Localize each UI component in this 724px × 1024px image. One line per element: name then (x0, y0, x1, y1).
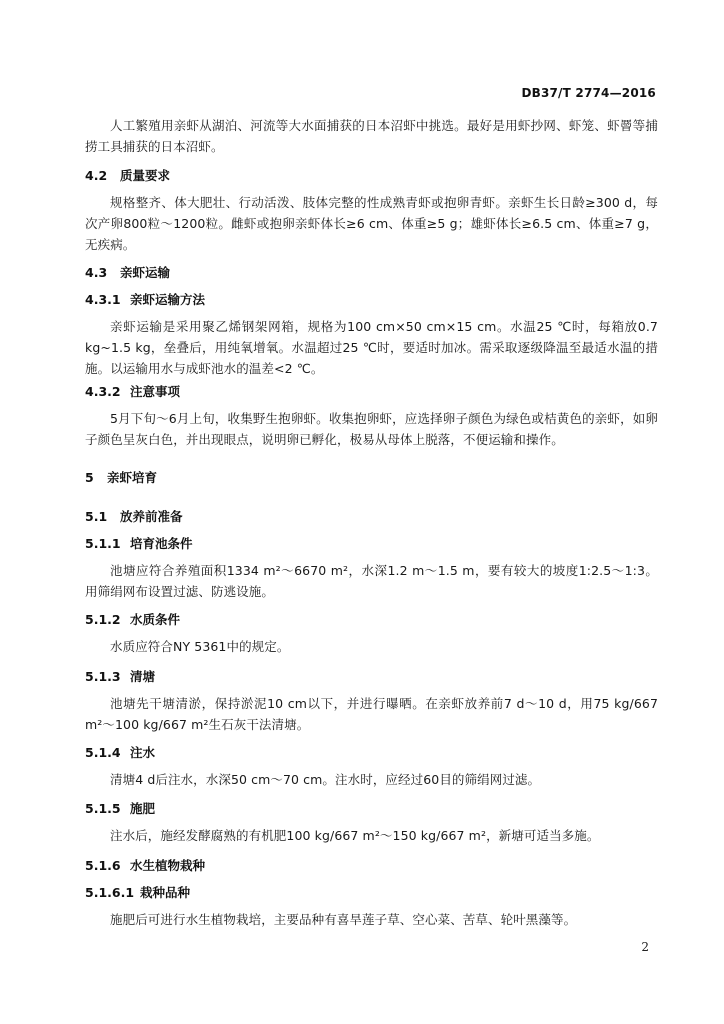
section-number: 4.2 (85, 168, 108, 183)
section-4-2-body (85, 192, 658, 255)
section-5-1-5-heading (85, 800, 658, 818)
section-title: 质量要求 (120, 168, 171, 183)
section-title: 亲虾运输方法 (130, 292, 206, 307)
section-title: 亲虾培育 (107, 470, 158, 485)
paragraph-text: 5月下旬～6月上旬，收集野生抱卵虾。收集抱卵虾，应选择卵子颜色为绿色或桔黄色的亲虾，如卵子颜色呈灰白色，并出现眼点，说明卵已孵化，极易从母体上脱落，不便运输和操作。 (85, 411, 658, 447)
section-title: 培育池条件 (130, 536, 193, 551)
section-5-1-3-heading (85, 668, 658, 686)
section-5-1-1-body (85, 560, 658, 602)
section-5-1-2-heading (85, 611, 658, 629)
section-number: 4.3.1 (85, 292, 121, 307)
section-4-3-1-body (85, 316, 658, 379)
section-5-heading (85, 469, 658, 487)
section-5-1-1-heading (85, 535, 658, 553)
intro-paragraph (85, 115, 658, 157)
section-number: 5.1.6.1 (85, 885, 135, 900)
paragraph-text: 注水后，施经发酵腐熟的有机肥100 kg/667 m²～150 kg/667 m²，新塘可适当多施。 (110, 828, 600, 843)
section-5-1-5-body (85, 825, 658, 846)
section-title: 注意事项 (130, 384, 181, 399)
section-title: 亲虾运输 (120, 265, 171, 280)
section-5-1-4-body (85, 769, 658, 790)
paragraph-text: 亲虾运输是采用聚乙烯钢架网箱，规格为100 cm×50 cm×15 cm。水温25 ℃时，每箱放0.7 kg~1.5 kg，垒叠后，用纯氧增氧。水温超过25 ℃时，要适时加冰。需采取逐级降温至最适水温的措施。以运输用水与成虾池水的温差<2 ℃。 (85, 319, 658, 376)
section-title: 施肥 (130, 801, 156, 816)
paragraph-text: 水质应符合NY 5361中的规定。 (110, 639, 290, 654)
section-number: 5.1.5 (85, 801, 121, 816)
section-title: 清塘 (130, 669, 156, 684)
paragraph-text: 规格整齐、体大肥壮、行动活泼、肢体完整的性成熟青虾或抱卵青虾。亲虾生长日龄≥300 d，每次产卵800粒～1200粒。雌虾或抱卵亲虾体长≥6 cm、体重≥5 g；雄虾体长≥6.5 cm、体重≥7 g，无疾病。 (85, 195, 658, 252)
section-number: 5.1.4 (85, 745, 121, 760)
section-number: 5 (85, 470, 94, 485)
paragraph-text: 池塘应符合养殖面积1334 m²～6670 m²，水深1.2 m～1.5 m，要有较大的坡度1:2.5～1:3。用筛绢网布设置过滤、防逃设施。 (85, 563, 658, 599)
section-5-1-6-heading (85, 857, 658, 875)
section-title: 注水 (130, 745, 156, 760)
paragraph-text: 清塘4 d后注水，水深50 cm～70 cm。注水时，应经过60目的筛绢网过滤。 (110, 772, 541, 787)
section-4-3-heading (85, 264, 658, 282)
section-title: 水质条件 (130, 612, 181, 627)
section-5-1-6-1-heading (85, 884, 658, 902)
section-4-2-heading (85, 167, 658, 185)
section-number: 5.1.6 (85, 858, 121, 873)
section-number: 5.1.1 (85, 536, 121, 551)
section-title: 放养前准备 (120, 509, 183, 524)
paragraph-text: 池塘先干塘清淤，保持淤泥10 cm以下，并进行曝晒。在亲虾放养前7 d～10 d，用75 kg/667 m²～100 kg/667 m²生石灰干法清塘。 (85, 696, 658, 732)
section-4-3-2-body (85, 408, 658, 450)
section-5-1-3-body (85, 693, 658, 735)
section-number: 5.1.3 (85, 669, 121, 684)
paragraph-text: 人工繁殖用亲虾从湖泊、河流等大水面捕获的日本沼虾中挑选。最好是用虾抄网、虾笼、虾罾等捕捞工具捕获的日本沼虾。 (85, 118, 658, 154)
section-5-1-heading (85, 508, 658, 526)
section-number: 4.3.2 (85, 384, 121, 399)
section-5-1-6-1-body (85, 909, 658, 930)
document-code-header: DB37/T 2774—2016 (521, 86, 656, 100)
section-number: 4.3 (85, 265, 108, 280)
section-number: 5.1.2 (85, 612, 121, 627)
section-4-3-1-heading (85, 291, 658, 309)
section-4-3-2-heading (85, 383, 658, 401)
section-5-1-4-heading (85, 744, 658, 762)
section-5-1-2-body (85, 636, 658, 657)
page-number: 2 (641, 940, 649, 954)
paragraph-text: 施肥后可进行水生植物栽培，主要品种有喜旱莲子草、空心菜、苦草、轮叶黑藻等。 (110, 912, 577, 927)
section-title: 栽种品种 (140, 885, 191, 900)
section-number: 5.1 (85, 509, 108, 524)
section-title: 水生植物栽种 (130, 858, 206, 873)
